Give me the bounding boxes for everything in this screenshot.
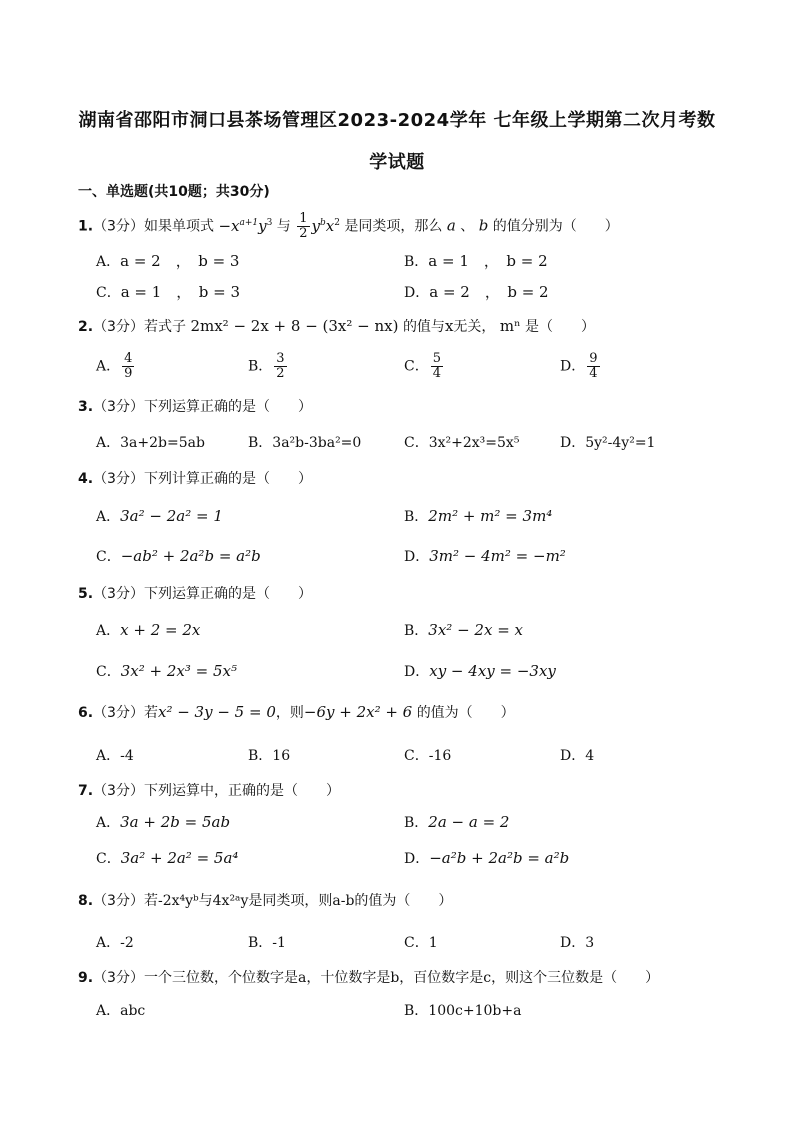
option-c[interactable]: C．1 — [404, 935, 438, 951]
question-number: 3. — [78, 399, 94, 415]
option-b[interactable]: B． $\frac{3}{2}$ — [248, 351, 285, 381]
question-text: 下列计算正确的是（ ） — [143, 471, 312, 487]
question-points: （3分） — [93, 893, 144, 909]
question-text: 下列运算正确的是（ ） — [143, 586, 312, 602]
option-c[interactable]: C．3a² + 2a² = 5a⁴ — [96, 849, 239, 867]
question-text: 如果单项式 — [143, 218, 214, 235]
option-a[interactable]: A．a = 2 ， b = 3 — [96, 252, 240, 270]
option-c[interactable]: C．3x²+2x³=5x⁵ — [404, 435, 520, 451]
option-a[interactable]: A．3a + 2b = 5ab — [96, 813, 231, 831]
question-8 — [78, 890, 452, 910]
question-2 — [78, 316, 595, 336]
fraction: $\frac{1}{2}$ — [299, 211, 308, 241]
question-number: 2. — [78, 319, 94, 335]
question-points: （3分） — [93, 399, 144, 415]
expression: 2mx² − 2x + 8 − (3x² − nx) — [190, 317, 399, 335]
question-points: （3分） — [93, 705, 144, 721]
option-b[interactable]: B．2m² + m² = 3m⁴ — [404, 507, 553, 525]
question-number: 9. — [78, 970, 94, 986]
question-text: 的值分别为（ ） — [492, 218, 619, 235]
equation: x² − 3y − 5 = 0 — [157, 703, 276, 721]
question-7 — [78, 780, 340, 800]
question-text: 无关， — [453, 319, 496, 335]
variable-a: a — [446, 216, 456, 235]
exam-title-line-1: 湖南省邵阳市洞口县茶场管理区2023-2024学年 七年级上学期第二次月考数 — [78, 110, 716, 131]
option-d[interactable]: D．a = 2 ， b = 2 — [404, 283, 549, 301]
question-6 — [78, 702, 515, 722]
question-number: 7. — [78, 783, 94, 799]
question-points: （3分） — [93, 471, 144, 487]
option-c[interactable]: C．−ab² + 2a²b = a²b — [96, 547, 261, 565]
option-a[interactable]: A． $\frac{4}{9}$ — [96, 351, 133, 381]
option-c[interactable]: C．3x² + 2x³ = 5x⁵ — [96, 662, 237, 680]
question-text: 若 — [143, 705, 158, 721]
question-1 — [78, 212, 619, 241]
option-d[interactable]: D．xy − 4xy = −3xy — [404, 662, 556, 680]
question-text: 是（ ） — [525, 319, 596, 335]
option-b[interactable]: B．3a²b-3ba²=0 — [248, 435, 362, 451]
option-a[interactable]: A．3a² − 2a² = 1 — [96, 507, 223, 525]
option-b[interactable]: B．-1 — [248, 935, 286, 951]
question-9 — [78, 967, 659, 987]
option-b[interactable]: B．2a − a = 2 — [404, 813, 510, 831]
question-number: 1. — [78, 218, 94, 235]
option-b[interactable]: B．a = 1 ， b = 2 — [404, 252, 548, 270]
option-d[interactable]: D．4 — [560, 748, 595, 764]
option-d[interactable]: D．−a²b + 2a²b = a²b — [404, 849, 570, 867]
option-d[interactable]: D．3 — [560, 935, 595, 951]
variable-x: x — [444, 317, 454, 335]
option-c[interactable]: C．-16 — [404, 748, 452, 764]
option-c[interactable]: C．a = 1 ， b = 3 — [96, 283, 241, 301]
option-c[interactable]: C． $\frac{5}{4}$ — [404, 351, 441, 381]
question-4 — [78, 468, 312, 488]
question-text: 一个三位数，个位数字是a，十位数字是b，百位数字是c，则这个三位数是（ ） — [143, 970, 660, 986]
option-b[interactable]: B．100c+10b+a — [404, 1003, 522, 1019]
expression: −6y + 2x² + 6 — [303, 703, 413, 721]
question-text: 是同类项，那么 — [344, 218, 443, 235]
question-text: 的值为（ ） — [416, 705, 515, 721]
question-points: （3分） — [93, 319, 144, 335]
m-power-n: mⁿ — [499, 317, 521, 335]
question-number: 8. — [78, 893, 94, 909]
question-5 — [78, 583, 312, 603]
question-points: （3分） — [93, 970, 144, 986]
question-points: （3分） — [93, 586, 144, 602]
option-a[interactable]: A．-2 — [96, 935, 134, 951]
question-number: 5. — [78, 586, 94, 602]
option-d[interactable]: D． $\frac{9}{4}$ — [560, 351, 598, 381]
option-a[interactable]: A．3a+2b=5ab — [96, 435, 205, 451]
option-a[interactable]: A．abc — [96, 1003, 146, 1019]
separator: 、 — [460, 218, 475, 235]
question-text: ，则 — [275, 705, 304, 721]
option-b[interactable]: B．3x² − 2x = x — [404, 621, 523, 639]
question-text: 与 — [276, 218, 291, 235]
question-number: 4. — [78, 471, 94, 487]
option-a[interactable]: A．-4 — [96, 748, 134, 764]
question-text: 下列运算正确的是（ ） — [143, 399, 312, 415]
monomial-1: $-x^{a+1}y^3$ — [218, 216, 273, 235]
option-b[interactable]: B．16 — [248, 748, 291, 764]
variable-b: b — [478, 216, 489, 235]
question-3 — [78, 396, 312, 416]
section-heading: 一、单选题(共10题；共30分) — [78, 184, 270, 200]
question-text: 下列运算中，正确的是（ ） — [143, 783, 340, 799]
monomial-2: $y^bx^2$ — [311, 216, 340, 235]
question-number: 6. — [78, 705, 94, 721]
question-points: （3分） — [93, 218, 144, 235]
question-text: 若式子 — [143, 319, 186, 335]
exam-title-line-2: 学试题 — [369, 152, 425, 173]
option-d[interactable]: D．3m² − 4m² = −m² — [404, 547, 566, 565]
option-a[interactable]: A．x + 2 = 2x — [96, 621, 201, 639]
question-points: （3分） — [93, 783, 144, 799]
question-text: 的值与 — [402, 319, 445, 335]
question-text: 若-2x⁴yᵇ与4x²ᵃy是同类项，则a-b的值为（ ） — [143, 893, 453, 909]
option-d[interactable]: D．5y²-4y²=1 — [560, 435, 656, 451]
